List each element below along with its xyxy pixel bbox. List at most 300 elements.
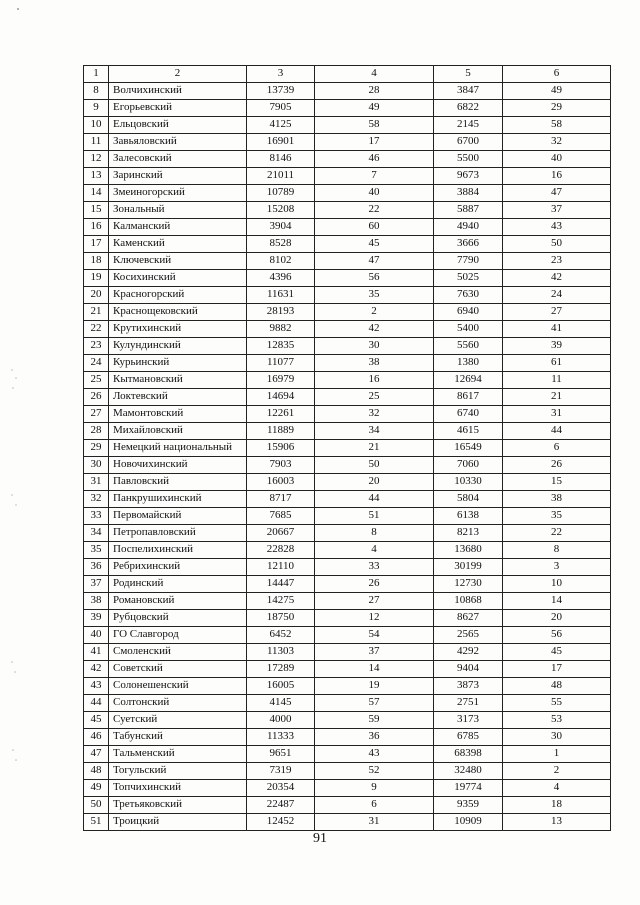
row-number-cell: 31 [84, 474, 109, 491]
row-number-cell: 26 [84, 389, 109, 406]
row-number-cell: 30 [84, 457, 109, 474]
district-name-cell: Солтонский [109, 695, 247, 712]
value-cell: 4145 [247, 695, 315, 712]
value-cell: 8 [503, 542, 611, 559]
value-cell: 24 [503, 287, 611, 304]
table-row [84, 321, 611, 338]
value-cell: 44 [503, 423, 611, 440]
row-number-cell: 13 [84, 168, 109, 185]
row-number-cell: 14 [84, 185, 109, 202]
value-cell: 21 [315, 440, 434, 457]
value-cell: 4615 [434, 423, 503, 440]
district-name-cell: Топчихинский [109, 780, 247, 797]
value-cell: 6 [315, 797, 434, 814]
district-name-cell: Красногорский [109, 287, 247, 304]
row-number-cell: 20 [84, 287, 109, 304]
value-cell: 15208 [247, 202, 315, 219]
value-cell: 18750 [247, 610, 315, 627]
value-cell: 3884 [434, 185, 503, 202]
value-cell: 25 [315, 389, 434, 406]
table-row [84, 202, 611, 219]
value-cell: 8213 [434, 525, 503, 542]
row-number-cell: 21 [84, 304, 109, 321]
value-cell: 5560 [434, 338, 503, 355]
value-cell: 43 [315, 746, 434, 763]
row-number-cell: 37 [84, 576, 109, 593]
row-number-cell: 49 [84, 780, 109, 797]
value-cell: 12730 [434, 576, 503, 593]
value-cell: 60 [315, 219, 434, 236]
value-cell: 8528 [247, 236, 315, 253]
table-row [84, 270, 611, 287]
table-row [84, 372, 611, 389]
district-name-cell: Калманский [109, 219, 247, 236]
table-row [84, 610, 611, 627]
value-cell: 7905 [247, 100, 315, 117]
value-cell: 37 [315, 644, 434, 661]
value-cell: 27 [503, 304, 611, 321]
value-cell: 47 [503, 185, 611, 202]
value-cell: 49 [503, 83, 611, 100]
value-cell: 39 [503, 338, 611, 355]
row-number-cell: 39 [84, 610, 109, 627]
table-row [84, 134, 611, 151]
district-name-cell: Зональный [109, 202, 247, 219]
value-cell: 14447 [247, 576, 315, 593]
district-name-cell: Первомайский [109, 508, 247, 525]
value-cell: 36 [315, 729, 434, 746]
value-cell: 16 [315, 372, 434, 389]
value-cell: 58 [315, 117, 434, 134]
district-name-cell: Ельцовский [109, 117, 247, 134]
value-cell: 9673 [434, 168, 503, 185]
value-cell: 17 [503, 661, 611, 678]
value-cell: 7319 [247, 763, 315, 780]
value-cell: 56 [315, 270, 434, 287]
district-name-cell: Суетский [109, 712, 247, 729]
table-row [84, 576, 611, 593]
table-row [84, 780, 611, 797]
value-cell: 48 [503, 678, 611, 695]
table-row [84, 593, 611, 610]
value-cell: 49 [315, 100, 434, 117]
value-cell: 6 [503, 440, 611, 457]
table-row [84, 661, 611, 678]
table-row [84, 695, 611, 712]
value-cell: 11333 [247, 729, 315, 746]
value-cell: 14275 [247, 593, 315, 610]
value-cell: 20 [315, 474, 434, 491]
value-cell: 40 [503, 151, 611, 168]
row-number-cell: 51 [84, 814, 109, 831]
value-cell: 26 [503, 457, 611, 474]
value-cell: 4000 [247, 712, 315, 729]
row-number-cell: 9 [84, 100, 109, 117]
value-cell: 8146 [247, 151, 315, 168]
row-number-cell: 22 [84, 321, 109, 338]
row-number-cell: 18 [84, 253, 109, 270]
district-name-cell: Романовский [109, 593, 247, 610]
district-name-cell: Тогульский [109, 763, 247, 780]
value-cell: 37 [503, 202, 611, 219]
value-cell: 6785 [434, 729, 503, 746]
row-number-cell: 43 [84, 678, 109, 695]
table-row [84, 338, 611, 355]
value-cell: 10868 [434, 593, 503, 610]
district-name-cell: Солонешенский [109, 678, 247, 695]
value-cell: 2145 [434, 117, 503, 134]
row-number-cell: 32 [84, 491, 109, 508]
table-row [84, 406, 611, 423]
value-cell: 32480 [434, 763, 503, 780]
district-name-cell: Смоленский [109, 644, 247, 661]
row-number-cell: 45 [84, 712, 109, 729]
data-table [83, 65, 611, 831]
value-cell: 53 [503, 712, 611, 729]
value-cell: 2 [503, 763, 611, 780]
row-number-cell: 23 [84, 338, 109, 355]
value-cell: 28193 [247, 304, 315, 321]
value-cell: 35 [503, 508, 611, 525]
row-number-cell: 11 [84, 134, 109, 151]
row-number-cell: 41 [84, 644, 109, 661]
value-cell: 15 [503, 474, 611, 491]
row-number-cell: 28 [84, 423, 109, 440]
district-name-cell: Крутихинский [109, 321, 247, 338]
header-cell: 5 [434, 66, 503, 83]
value-cell: 50 [315, 457, 434, 474]
value-cell: 12110 [247, 559, 315, 576]
row-number-cell: 36 [84, 559, 109, 576]
district-name-cell: Локтевский [109, 389, 247, 406]
value-cell: 7685 [247, 508, 315, 525]
table-row [84, 508, 611, 525]
value-cell: 3 [503, 559, 611, 576]
district-name-cell: Михайловский [109, 423, 247, 440]
row-number-cell: 35 [84, 542, 109, 559]
value-cell: 19 [315, 678, 434, 695]
value-cell: 2565 [434, 627, 503, 644]
row-number-cell: 27 [84, 406, 109, 423]
value-cell: 42 [503, 270, 611, 287]
value-cell: 57 [315, 695, 434, 712]
value-cell: 16005 [247, 678, 315, 695]
district-name-cell: Ребрихинский [109, 559, 247, 576]
value-cell: 8102 [247, 253, 315, 270]
value-cell: 44 [315, 491, 434, 508]
value-cell: 22 [315, 202, 434, 219]
district-name-cell: Волчихинский [109, 83, 247, 100]
value-cell: 26 [315, 576, 434, 593]
page-number: 91 [313, 831, 327, 846]
district-name-cell: Краснощековский [109, 304, 247, 321]
value-cell: 13680 [434, 542, 503, 559]
value-cell: 12452 [247, 814, 315, 831]
value-cell: 55 [503, 695, 611, 712]
value-cell: 28 [315, 83, 434, 100]
value-cell: 32 [315, 406, 434, 423]
value-cell: 8717 [247, 491, 315, 508]
value-cell: 13739 [247, 83, 315, 100]
value-cell: 34 [315, 423, 434, 440]
row-number-cell: 24 [84, 355, 109, 372]
value-cell: 22 [503, 525, 611, 542]
table-row [84, 253, 611, 270]
table-row [84, 100, 611, 117]
value-cell: 21011 [247, 168, 315, 185]
table-row [84, 389, 611, 406]
value-cell: 3173 [434, 712, 503, 729]
value-cell: 45 [315, 236, 434, 253]
value-cell: 16549 [434, 440, 503, 457]
value-cell: 20354 [247, 780, 315, 797]
value-cell: 12835 [247, 338, 315, 355]
value-cell: 30 [315, 338, 434, 355]
value-cell: 43 [503, 219, 611, 236]
value-cell: 68398 [434, 746, 503, 763]
value-cell: 45 [503, 644, 611, 661]
value-cell: 8627 [434, 610, 503, 627]
table-row [84, 627, 611, 644]
value-cell: 47 [315, 253, 434, 270]
row-number-cell: 15 [84, 202, 109, 219]
value-cell: 16901 [247, 134, 315, 151]
value-cell: 4292 [434, 644, 503, 661]
value-cell: 6822 [434, 100, 503, 117]
row-number-cell: 25 [84, 372, 109, 389]
table-row [84, 542, 611, 559]
district-name-cell: Немецкий национальный [109, 440, 247, 457]
value-cell: 54 [315, 627, 434, 644]
district-name-cell: Мамонтовский [109, 406, 247, 423]
value-cell: 15906 [247, 440, 315, 457]
row-number-cell: 42 [84, 661, 109, 678]
value-cell: 6452 [247, 627, 315, 644]
value-cell: 38 [503, 491, 611, 508]
district-name-cell: Косихинский [109, 270, 247, 287]
row-number-cell: 19 [84, 270, 109, 287]
header-cell: 1 [84, 66, 109, 83]
value-cell: 59 [315, 712, 434, 729]
row-number-cell: 17 [84, 236, 109, 253]
district-name-cell: Каменский [109, 236, 247, 253]
value-cell: 50 [503, 236, 611, 253]
value-cell: 11631 [247, 287, 315, 304]
value-cell: 7630 [434, 287, 503, 304]
value-cell: 52 [315, 763, 434, 780]
row-number-cell: 50 [84, 797, 109, 814]
value-cell: 22487 [247, 797, 315, 814]
table-row [84, 474, 611, 491]
district-name-cell: Троицкий [109, 814, 247, 831]
value-cell: 18 [503, 797, 611, 814]
value-cell: 3904 [247, 219, 315, 236]
district-name-cell: Кулундинский [109, 338, 247, 355]
district-name-cell: Завьяловский [109, 134, 247, 151]
value-cell: 12261 [247, 406, 315, 423]
district-name-cell: Змеиногорский [109, 185, 247, 202]
district-name-cell: Заринский [109, 168, 247, 185]
value-cell: 38 [315, 355, 434, 372]
value-cell: 6138 [434, 508, 503, 525]
value-cell: 56 [503, 627, 611, 644]
district-name-cell: Поспелихинский [109, 542, 247, 559]
table-row [84, 525, 611, 542]
row-number-cell: 16 [84, 219, 109, 236]
row-number-cell: 10 [84, 117, 109, 134]
table-row [84, 304, 611, 321]
value-cell: 8 [315, 525, 434, 542]
value-cell: 8617 [434, 389, 503, 406]
value-cell: 9359 [434, 797, 503, 814]
value-cell: 17289 [247, 661, 315, 678]
value-cell: 16 [503, 168, 611, 185]
value-cell: 4125 [247, 117, 315, 134]
table-row [84, 287, 611, 304]
value-cell: 17 [315, 134, 434, 151]
value-cell: 2 [315, 304, 434, 321]
table-row [84, 712, 611, 729]
district-name-cell: Третьяковский [109, 797, 247, 814]
value-cell: 10330 [434, 474, 503, 491]
value-cell: 12694 [434, 372, 503, 389]
value-cell: 5400 [434, 321, 503, 338]
table-row [84, 440, 611, 457]
value-cell: 13 [503, 814, 611, 831]
value-cell: 6700 [434, 134, 503, 151]
district-name-cell: Новочихинский [109, 457, 247, 474]
table-row [84, 423, 611, 440]
table-row [84, 185, 611, 202]
value-cell: 40 [315, 185, 434, 202]
row-number-cell: 8 [84, 83, 109, 100]
table-row [84, 151, 611, 168]
row-number-cell: 29 [84, 440, 109, 457]
value-cell: 14694 [247, 389, 315, 406]
value-cell: 58 [503, 117, 611, 134]
table-row [84, 491, 611, 508]
value-cell: 46 [315, 151, 434, 168]
value-cell: 7060 [434, 457, 503, 474]
table-row [84, 814, 611, 831]
value-cell: 16979 [247, 372, 315, 389]
value-cell: 3666 [434, 236, 503, 253]
row-number-cell: 12 [84, 151, 109, 168]
value-cell: 3873 [434, 678, 503, 695]
value-cell: 51 [315, 508, 434, 525]
header-cell: 4 [315, 66, 434, 83]
district-name-cell: Егорьевский [109, 100, 247, 117]
value-cell: 7790 [434, 253, 503, 270]
table-row [84, 236, 611, 253]
district-name-cell: Ключевский [109, 253, 247, 270]
value-cell: 14 [315, 661, 434, 678]
row-number-cell: 40 [84, 627, 109, 644]
district-name-cell: Панкрушихинский [109, 491, 247, 508]
value-cell: 6940 [434, 304, 503, 321]
value-cell: 20 [503, 610, 611, 627]
district-name-cell: Рубцовский [109, 610, 247, 627]
value-cell: 4 [315, 542, 434, 559]
value-cell: 41 [503, 321, 611, 338]
value-cell: 29 [503, 100, 611, 117]
value-cell: 33 [315, 559, 434, 576]
value-cell: 11077 [247, 355, 315, 372]
header-row [84, 66, 611, 83]
value-cell: 61 [503, 355, 611, 372]
row-number-cell: 44 [84, 695, 109, 712]
value-cell: 1380 [434, 355, 503, 372]
value-cell: 6740 [434, 406, 503, 423]
value-cell: 1 [503, 746, 611, 763]
value-cell: 30 [503, 729, 611, 746]
value-cell: 9404 [434, 661, 503, 678]
table-row [84, 559, 611, 576]
value-cell: 22828 [247, 542, 315, 559]
table-row [84, 797, 611, 814]
value-cell: 2751 [434, 695, 503, 712]
value-cell: 7903 [247, 457, 315, 474]
value-cell: 9 [315, 780, 434, 797]
district-name-cell: Тальменский [109, 746, 247, 763]
value-cell: 3847 [434, 83, 503, 100]
value-cell: 5025 [434, 270, 503, 287]
table-row [84, 746, 611, 763]
value-cell: 31 [315, 814, 434, 831]
value-cell: 11889 [247, 423, 315, 440]
district-name-cell: ГО Славгород [109, 627, 247, 644]
value-cell: 10909 [434, 814, 503, 831]
header-cell: 2 [109, 66, 247, 83]
row-number-cell: 38 [84, 593, 109, 610]
table-row [84, 83, 611, 100]
district-name-cell: Табунский [109, 729, 247, 746]
row-number-cell: 33 [84, 508, 109, 525]
value-cell: 19774 [434, 780, 503, 797]
district-name-cell: Курьинский [109, 355, 247, 372]
value-cell: 30199 [434, 559, 503, 576]
value-cell: 9651 [247, 746, 315, 763]
value-cell: 16003 [247, 474, 315, 491]
header-cell: 6 [503, 66, 611, 83]
value-cell: 14 [503, 593, 611, 610]
row-number-cell: 46 [84, 729, 109, 746]
value-cell: 7 [315, 168, 434, 185]
table-row [84, 355, 611, 372]
value-cell: 11 [503, 372, 611, 389]
value-cell: 20667 [247, 525, 315, 542]
row-number-cell: 34 [84, 525, 109, 542]
value-cell: 27 [315, 593, 434, 610]
value-cell: 21 [503, 389, 611, 406]
row-number-cell: 48 [84, 763, 109, 780]
value-cell: 12 [315, 610, 434, 627]
district-name-cell: Петропавловский [109, 525, 247, 542]
value-cell: 35 [315, 287, 434, 304]
value-cell: 4 [503, 780, 611, 797]
district-name-cell: Советский [109, 661, 247, 678]
value-cell: 10789 [247, 185, 315, 202]
value-cell: 32 [503, 134, 611, 151]
table-row [84, 168, 611, 185]
value-cell: 10 [503, 576, 611, 593]
row-number-cell: 47 [84, 746, 109, 763]
value-cell: 5804 [434, 491, 503, 508]
district-name-cell: Родинский [109, 576, 247, 593]
table-row [84, 457, 611, 474]
value-cell: 4940 [434, 219, 503, 236]
table-row [84, 678, 611, 695]
